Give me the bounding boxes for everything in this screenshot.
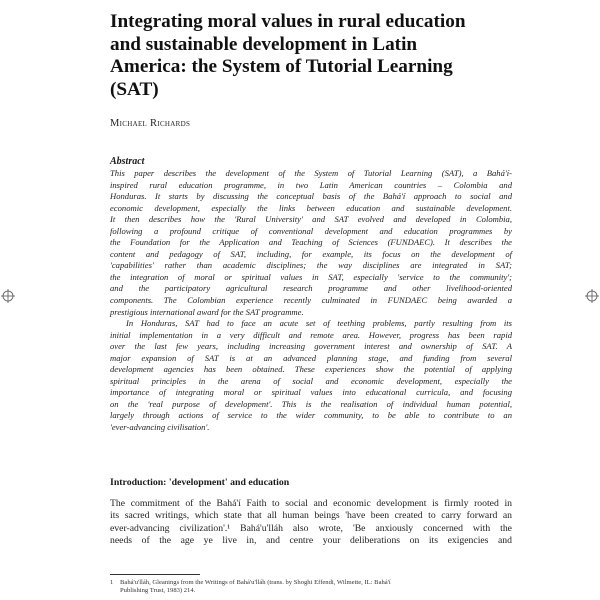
footnote-divider <box>110 574 200 575</box>
body-line: ever-advancing civilization'.¹ Bahá'u'lláh also wrote, 'Be anxiously concerned with the <box>110 522 512 534</box>
footnote-number: 1 <box>110 579 114 586</box>
body-line: needs of the age ye live in, and centre your deliberations on its exigencies and <box>110 535 512 547</box>
title-line: (SAT) <box>110 78 159 100</box>
abstract-line: on the 'real purpose of development'. This is the realisation of individual human potential, <box>110 398 512 409</box>
abstract-line: and the participatory agricultural research programme and other livelihood-oriented <box>110 283 512 294</box>
body-line: The commitment of the Bahá'í Faith to social and economic development is firmly rooted in <box>110 498 512 509</box>
intro-body <box>110 498 512 548</box>
abstract-line: major expansion of SAT is at an advanced planning stage, and funding from several <box>110 352 512 363</box>
title-line: Integrating moral values in rural education <box>110 11 466 32</box>
abstract-line: prestigious international award for the SAT programme. <box>110 306 304 317</box>
abstract-line: Honduras. It starts by discussing the conceptual basis of the Bahá'í approach to social and <box>110 191 512 202</box>
abstract-line: over the last few years, including increasing government interest and ownership of SAT. A <box>110 341 512 352</box>
abstract-line: initial implementation in a very difficult and remote area. However, progress has been rapid <box>110 329 512 340</box>
registration-mark-left-icon <box>1 289 15 303</box>
section-heading: Introduction: 'development' and education <box>110 477 290 488</box>
abstract-line: It then describes how the 'Rural University' and SAT evolved and developed in Colombia, <box>110 214 512 225</box>
abstract-line: following a profound critique of conventional development and education programmes by <box>110 225 512 236</box>
body-line: its sacred writings, which state that all human beings 'have been created to carry forward an <box>110 510 512 522</box>
abstract-heading: Abstract <box>110 156 145 167</box>
abstract-line: In Honduras, SAT had to face an acute set of teething problems, partly resulting from its <box>126 318 512 329</box>
abstract-line: the Foundation for the Application and Teaching of Sciences (FUNDAEC). It describes the <box>110 237 512 248</box>
abstract-line: spiritual principles in the arena of social and economic development, especially the <box>110 375 512 386</box>
abstract-line: This paper describes the development of the System of Tutorial Learning (SAT), a Bahá'í- <box>110 168 512 178</box>
abstract-body <box>110 168 512 434</box>
abstract-line: the integration of moral or spiritual values in SAT, especially 'service to the community'; <box>110 271 512 282</box>
paper-title <box>110 11 510 101</box>
abstract-line: 'ever-advancing civilisation'. <box>110 422 210 433</box>
title-line: America: the System of Tutorial Learning <box>110 56 453 77</box>
abstract-line: importance of integrating moral or spiritual values into educational curricula, and focusing <box>110 387 512 398</box>
footnote-line: Bahá'u'lláh, Gleanings from the Writings of Bahá'u'lláh (trans. by Shoghi Effendi, Wilmette, IL: Bahá'í <box>120 579 391 586</box>
abstract-line: development agencies has been obtained. These experiences show the potential of applying <box>110 364 512 375</box>
title-line: and sustainable development in Latin <box>110 33 418 55</box>
abstract-line: largely through actions of service to the wider community, to be able to contribute to an <box>110 410 512 421</box>
registration-mark-right-icon <box>585 289 599 303</box>
abstract-line: components. The Colombian experience recently culminated in FUNDAEC being awarded a <box>110 295 512 306</box>
footnote-text <box>120 579 512 596</box>
footnote-line: Publishing Trust, 1983) 214. <box>120 587 196 595</box>
author-name: Michael Richards <box>110 118 191 129</box>
abstract-line: content and pedagogy of SAT, including, for example, its focus on the development of <box>110 248 512 259</box>
abstract-line: 'capabilities' rather than academic disciplines; the way disciplines are integrated in SAT; <box>110 260 512 271</box>
abstract-line: inspired rural education programme, in two Latin American countries – Colombia and <box>110 179 512 190</box>
abstract-line: economic development, especially the links between education and sustainable development. <box>110 202 512 213</box>
